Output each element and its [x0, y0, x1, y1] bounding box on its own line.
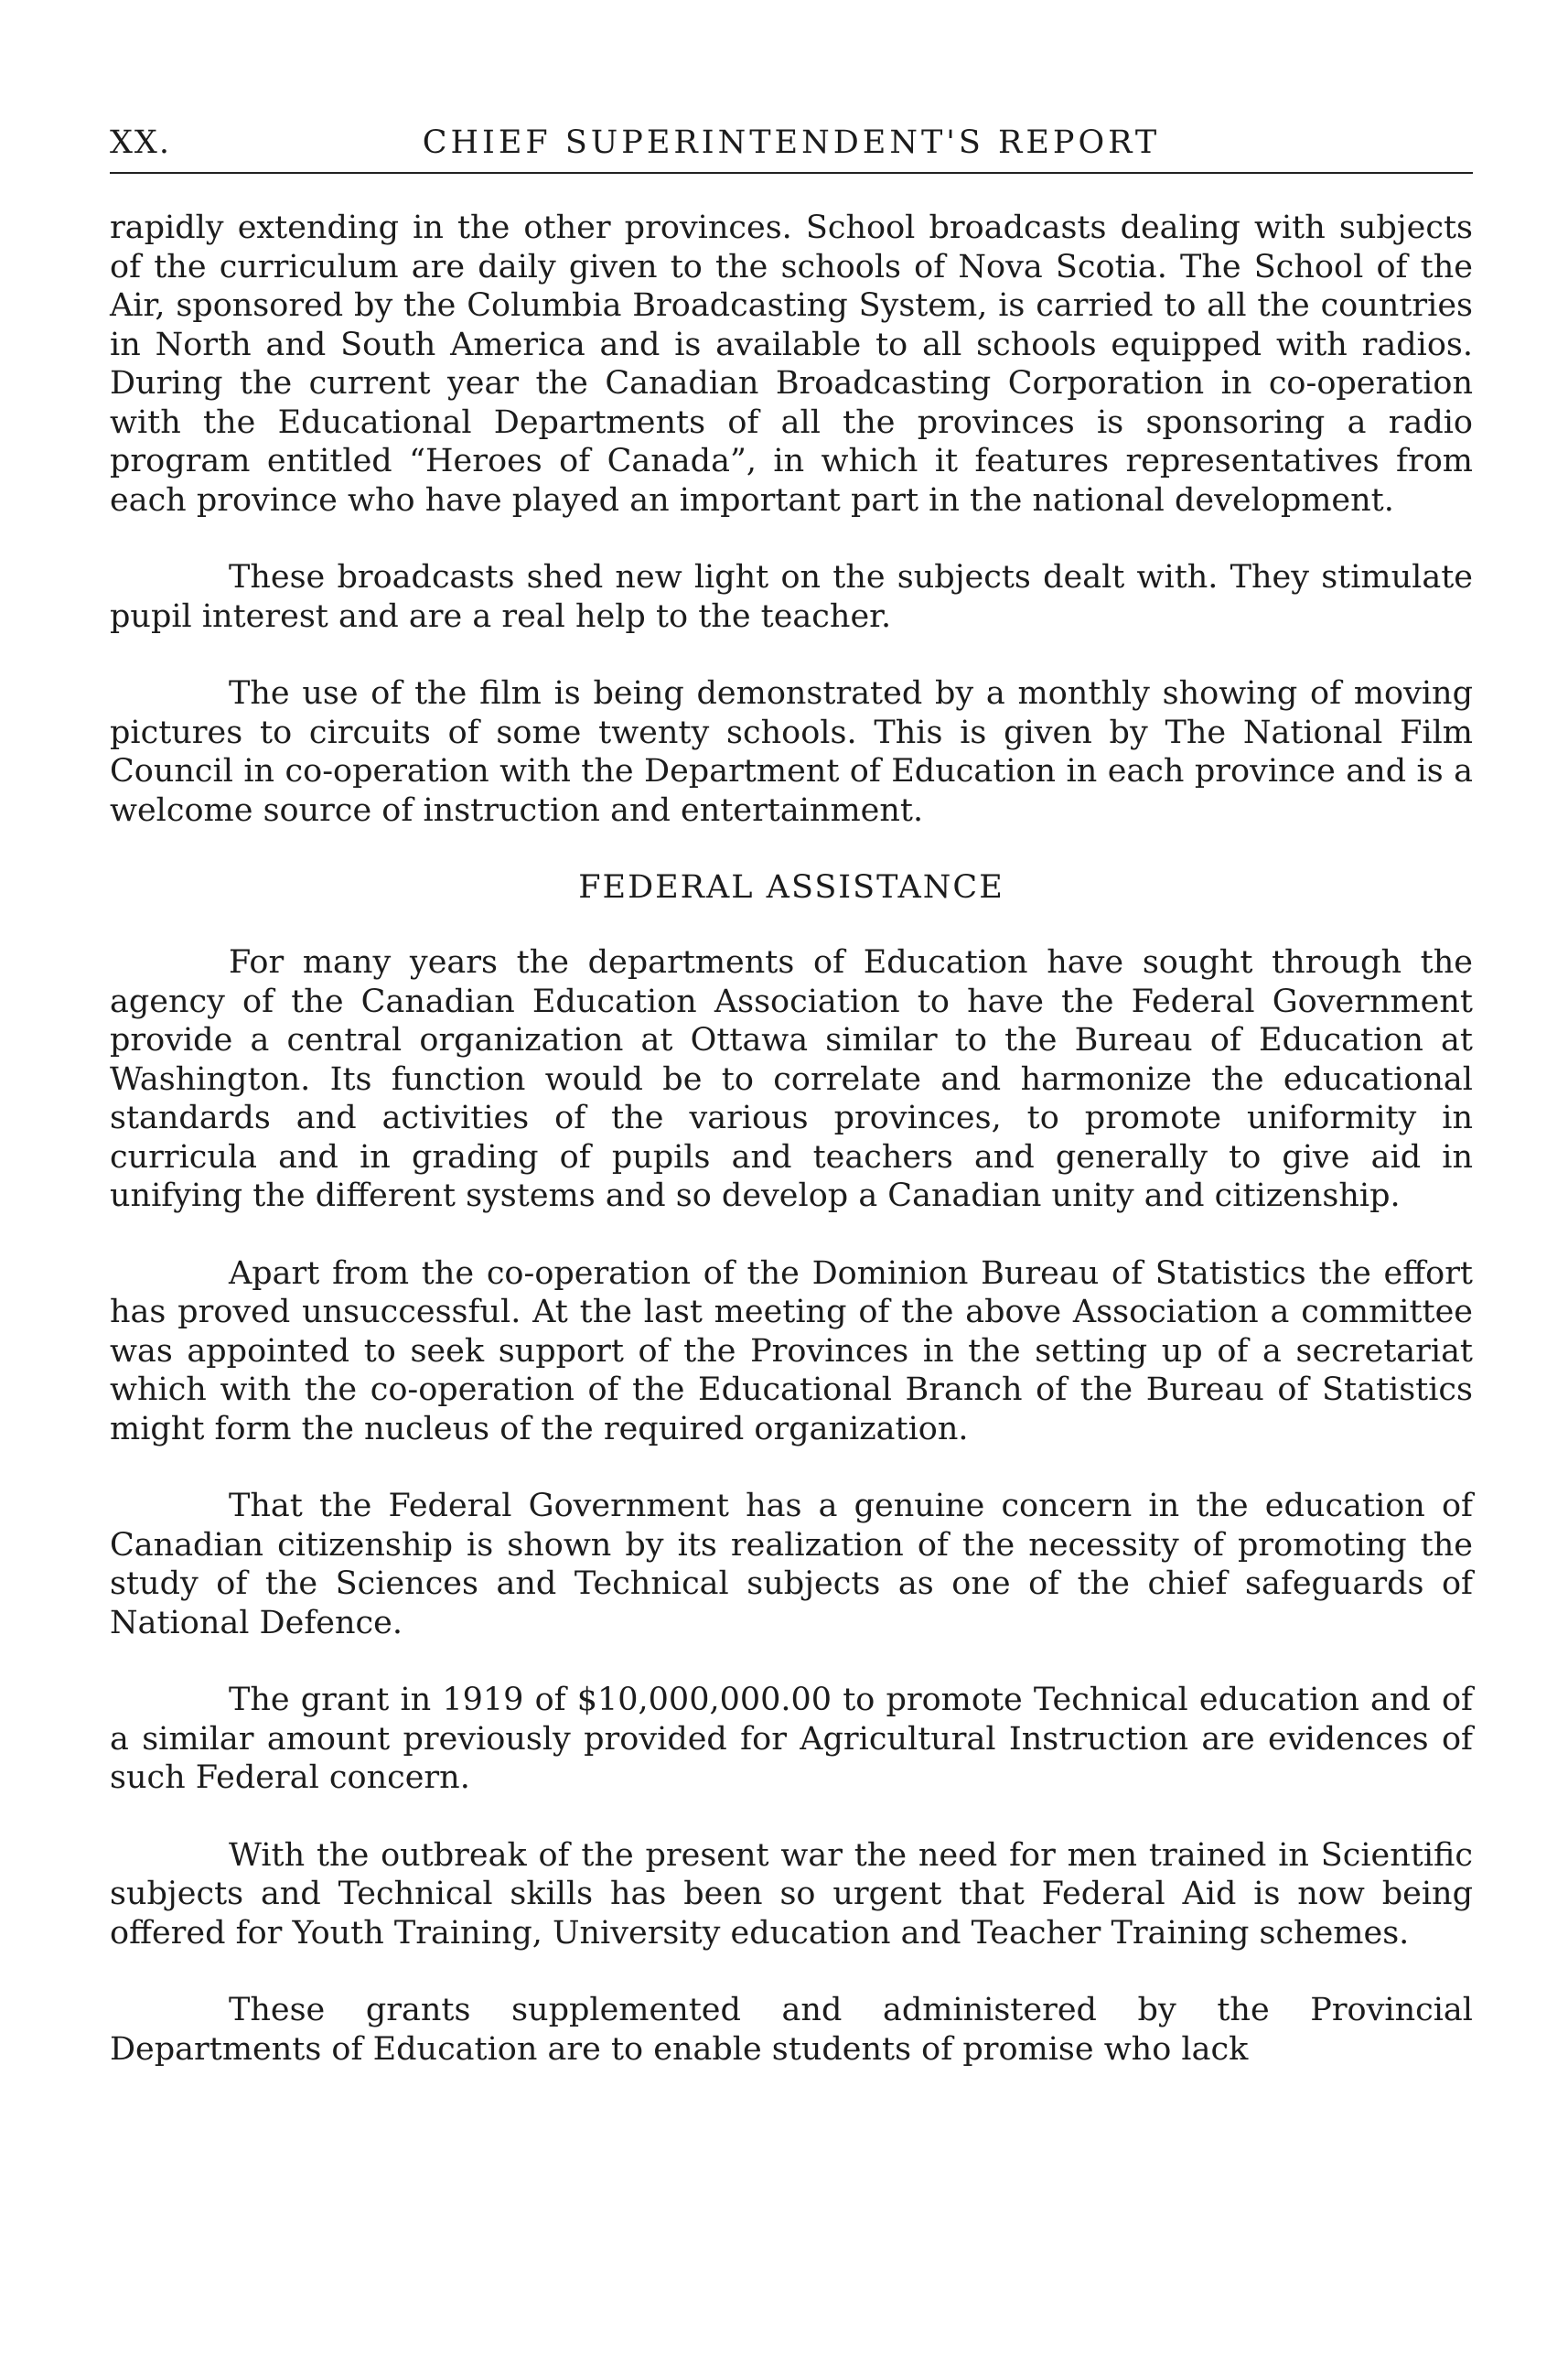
paragraph-federal-concern: That the Federal Government has a genuine concern in the education of Canadian citizenship is shown by its realization of the necessity of promoting the study of the Sciences and Technical subjects as one of the chief safeguards of National Defence.: [110, 1488, 1473, 1641]
paragraph-technical-grant: The grant in 1919 of $10,000,000.00 to promote Technical education and of a similar amount previously provided for Agricultural Instruction are evidences of such Federal concern.: [110, 1682, 1473, 1796]
document-page: [110, 119, 1473, 2107]
section-heading: FEDERAL ASSISTANCE: [578, 869, 1004, 906]
header-rule: [110, 172, 1473, 174]
page-number: XX.: [110, 124, 171, 161]
paragraph-war-training: With the outbreak of the present war the need for men trained in Scientific subjects and Technical skills has been so urgent that Federal Aid is now being offered for Youth Training, University education and Teacher Training schemes.: [110, 1836, 1473, 1952]
paragraph-film: The use of the film is being demonstrated by a monthly showing of moving pictures to circuits of some twenty schools. This is given by The National Film Council in co-operation with the Department of Education in each province and is a welcome source of instruction and entertainment.: [110, 675, 1473, 829]
paragraph-bureau-statistics: Apart from the co-operation of the Dominion Bureau of Statistics the effort has proved unsuccessful. At the last meeting of the above Association a committee was appointed to seek support of the Provinces in the setting up of a secretariat which with the co-operation of the Educational Branch of the Bureau of Statistics might form the nucleus of the required organization.: [110, 1254, 1473, 1447]
body-text: [110, 209, 1473, 2069]
running-header: [110, 119, 1473, 167]
paragraph-broadcasts-continued: rapidly extending in the other provinces. School broadcasts dealing with subjects of the curriculum are daily given to the schools of Nova Scotia. The School of the Air, sponsored by the Columbia Broadcasting System, is carried to all the countries in North and South America and is available to all schools equipped with radios. During the current year the Canadian Broadcasting Corporation in co-operation with the Educational Departments of all the provinces is sponsoring a radio program entitled “Heroes of Canada”, in which it features representatives from each province who have played an important part in the national development.: [110, 210, 1473, 519]
paragraph-broadcasts-benefit: These broadcasts shed new light on the subjects dealt with. They stimulate pupil interest and are a real help to the teacher.: [110, 559, 1473, 635]
paragraph-grants-supplemented: These grants supplemented and administered by the Provincial Departments of Education are to enable students of promise who lack: [110, 1992, 1473, 2068]
report-title: CHIEF SUPERINTENDENT'S REPORT: [422, 124, 1161, 161]
paragraph-central-organization: For many years the departments of Education have sought through the agency of the Canadian Education Association to have the Federal Government provide a central organization at Ottawa similar to the Bureau of Education at Washington. Its function would be to correlate and harmonize the educational standards and activities of the various provinces, to promote uniformity in curricula and in grading of pupils and teachers and generally to give aid in unifying the different systems and so develop a Canadian unity and citizenship.: [110, 944, 1473, 1214]
